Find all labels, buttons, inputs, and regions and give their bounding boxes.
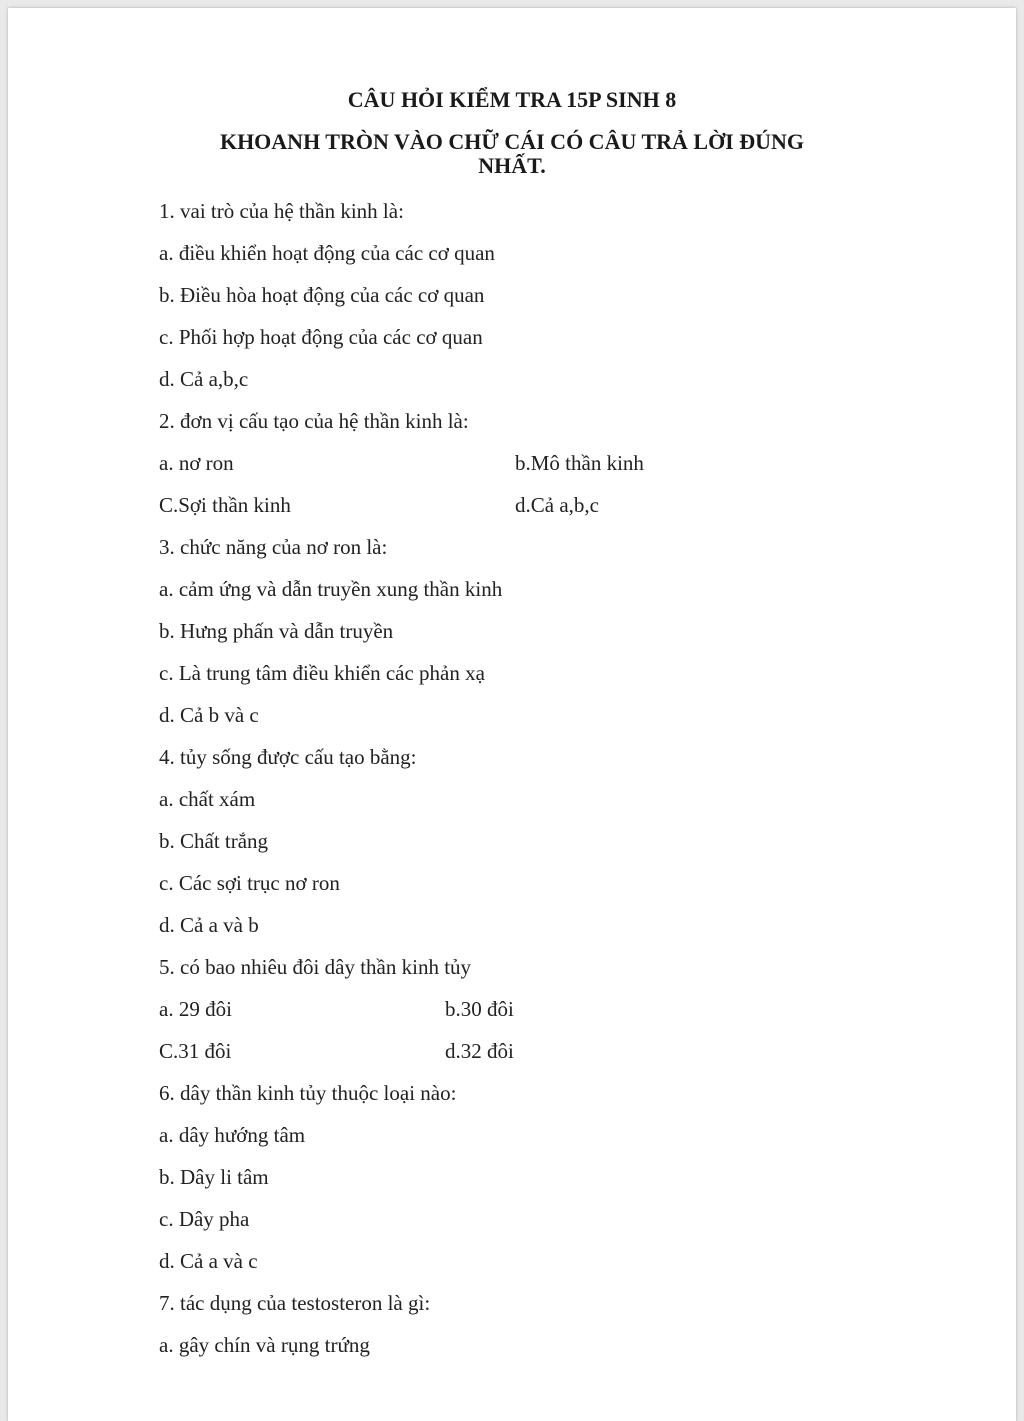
question-3-option-d: d. Cả b và c xyxy=(159,703,259,727)
question-4-option-c: c. Các sợi trục nơ ron xyxy=(159,871,340,895)
question-5-option-a: a. 29 đôi xyxy=(159,997,232,1021)
question-3-option-c: c. Là trung tâm điều khiển các phản xạ xyxy=(159,661,485,685)
question-2-option-c: C.Sợi thần kinh xyxy=(159,493,291,517)
question-3-option-b: b. Hưng phấn và dẫn truyền xyxy=(159,619,394,643)
question-7: 7. tác dụng của testosteron là gì: xyxy=(159,1291,431,1315)
question-6-option-d: d. Cả a và c xyxy=(159,1249,258,1273)
question-1-option-d: d. Cả a,b,c xyxy=(159,367,249,391)
question-3: 3. chức năng của nơ ron là: xyxy=(159,535,388,559)
question-5-option-d: d.32 đôi xyxy=(445,1039,514,1063)
question-2-option-b: b.Mô thần kinh xyxy=(515,451,644,475)
question-2: 2. đơn vị cấu tạo của hệ thần kinh là: xyxy=(159,409,469,433)
question-4: 4. tủy sống được cấu tạo bằng: xyxy=(159,745,417,769)
question-6-option-b: b. Dây li tâm xyxy=(159,1165,269,1189)
question-6-option-c: c. Dây pha xyxy=(159,1207,250,1231)
question-2-option-d: d.Cả a,b,c xyxy=(515,493,599,517)
question-4-option-d: d. Cả a và b xyxy=(159,913,259,937)
document-instruction-line1: KHOANH TRÒN VÀO CHỮ CÁI CÓ CÂU TRẢ LỜI ĐÚNG xyxy=(219,129,805,154)
document-title: CÂU HỎI KIỂM TRA 15P SINH 8 xyxy=(347,87,677,112)
question-7-option-a: a. gây chín và rụng trứng xyxy=(159,1333,370,1357)
question-3-option-a: a. cảm ứng và dẫn truyền xung thần kinh xyxy=(159,577,503,601)
question-1-option-b: b. Điều hòa hoạt động của các cơ quan xyxy=(159,283,485,307)
question-4-option-a: a. chất xám xyxy=(159,787,256,811)
question-1-option-a: a. điều khiển hoạt động của các cơ quan xyxy=(159,241,495,265)
question-1: 1. vai trò của hệ thần kinh là: xyxy=(159,199,404,223)
question-6: 6. dây thần kinh tủy thuộc loại nào: xyxy=(159,1081,457,1105)
question-2-option-a: a. nơ ron xyxy=(159,451,234,475)
question-6-option-a: a. dây hướng tâm xyxy=(159,1123,306,1147)
document-instruction-line2: NHẤT. xyxy=(478,153,546,178)
question-1-option-c: c. Phối hợp hoạt động của các cơ quan xyxy=(159,325,483,349)
question-4-option-b: b. Chất trắng xyxy=(159,829,269,853)
question-5: 5. có bao nhiêu đôi dây thần kinh tủy xyxy=(159,955,472,979)
document-page xyxy=(8,8,1016,1421)
question-5-option-b: b.30 đôi xyxy=(445,997,514,1021)
question-5-option-c: C.31 đôi xyxy=(159,1039,232,1063)
